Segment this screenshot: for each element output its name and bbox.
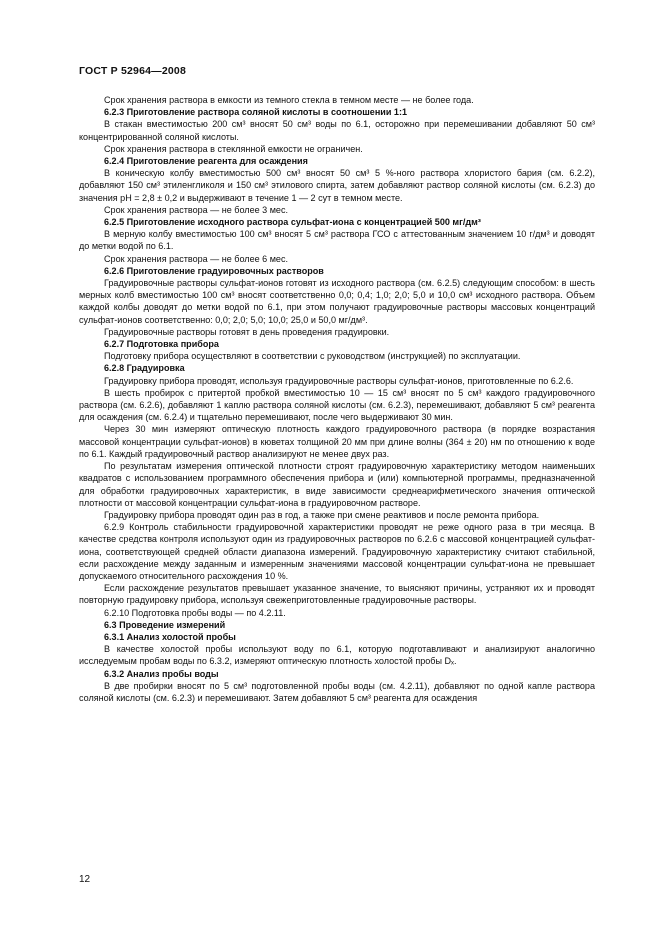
paragraph: Градуировку прибора проводят один раз в год, а также при смене реактивов и после ремонта прибора. — [104, 509, 540, 520]
section-heading: 6.2.4 Приготовление реагента для осаждения — [104, 156, 308, 167]
paragraph: 6.2.9 Контроль стабильности градуировочной характеристики проводят не реже одного раза в три месяца. В качестве средства контроля используют один из градуировочных растворов по 6.2.6 с массовой концентрацией сульфат-иона, соответствующей средней области диапазона измерений. Градуировочную характеристику считают стабильной, если расхождение между заданным и измеренным значениями массовой концентрации сульфат-иона не превышает допускаемого относительного расхождения 10 %. — [79, 522, 595, 581]
paragraph: В стакан вместимостью 200 см³ вносят 50 см³ воды по 6.1, осторожно при перемешивании добавляют 50 см³ концентрированной соляной кислоты. — [79, 119, 595, 142]
paragraph: В шесть пробирок с притертой пробкой вместимостью 10 — 15 см³ вносят по 5 см³ каждого градуировочного раствора (см. 6.2.6), добавляют 1 каплю раствора соляной кислоты (см. 6.2.3), перемешивают, добавляют 5 см³ реагента для осаждения (см. 6.2.4) и тщательно перемешивают, после чего выдерживают 30 мин. — [79, 387, 595, 423]
paragraph: 6.2.10 Подготовка пробы воды — по 4.2.11. — [104, 607, 286, 618]
paragraph: В коническую колбу вместимостью 500 см³ вносят 50 см³ 5 %-ного раствора хлористого бария (см. 6.2.2), добавляют 150 см³ этиленгликоля и 150 см³ этилового спирта, затем добавляют раствор соляной кислоты (см. 6.2.3) до значения рН = 2,8 ± 0,2 и выдерживают в течение 1 — 2 сут в темном месте. — [79, 168, 595, 203]
paragraph: Срок хранения раствора в емкости из темного стекла в темном месте — не более года. — [104, 95, 474, 105]
paragraph: Если расхождение результатов превышает указанное значение, то выясняют причины, устраняют их и проводят повторную градуировку прибора, используя свежеприготовленные градуировочные растворы. — [79, 583, 595, 606]
document-header: ГОСТ Р 52964—2008 — [79, 65, 187, 77]
paragraph: В качестве холостой пробы используют воду по 6.1, которую подготавливают и анализируют аналогично исследуемым пробам воды по 6.3.2, измеряют оптическую плотность холостой пробы Dₓ. — [79, 644, 595, 667]
paragraph: Подготовку прибора осуществляют в соответствии с руководством (инструкцией) по эксплуатации. — [104, 351, 521, 362]
paragraph: Градуировочные растворы готовят в день проведения градуировки. — [104, 326, 390, 337]
paragraph: Градуировочные растворы сульфат-ионов готовят из исходного раствора (см. 6.2.5) следующим способом: в шесть мерных колб вместимостью 100 см³ вносят соответственно 0,0; 0,4; 1,0; 2,0; 5,0 и 10,0 см³ исходного раствора. Объем каждой колбы доводят до метки водой по 6.1, при этом получают градуировочные растворы массовых концентраций сульфат-ионов соответственно: 0,0; 2,0; 5,0; 10,0; 25,0 и 50,0 мг/дм³. — [79, 278, 595, 325]
paragraph: В мерную колбу вместимостью 100 см³ вносят 5 см³ раствора ГСО с аттестованным значением 10 г/дм³ и доводят до метки водой по 6.1. — [79, 229, 595, 252]
paragraph: Градуировку прибора проводят, используя градуировочные растворы сульфат-ионов, приготовленные по 6.2.6. — [104, 375, 574, 386]
page-number: 12 — [79, 874, 91, 885]
paragraph: Срок хранения раствора — не более 6 мес. — [104, 253, 288, 264]
paragraph: Через 30 мин измеряют оптическую плотность каждого градуировочного раствора (в порядке возрастания массовой концентрации сульфат-ионов) в кюветах толщиной 20 мм при длине волны (364 ± 20) нм по отношению к воде по 6.1. Каждый градуировочный раствор анализируют не менее двух раз. — [79, 424, 595, 459]
section-heading: 6.2.3 Приготовление раствора соляной кислоты в соотношении 1:1 — [104, 107, 407, 118]
section-heading: 6.2.5 Приготовление исходного раствора сульфат-иона с концентрацией 500 мг/дм³ — [104, 217, 481, 228]
section-heading: 6.3.1 Анализ холостой пробы — [104, 631, 236, 642]
section-heading: 6.3 Проведение измерений — [104, 619, 226, 630]
section-heading: 6.2.8 Градуировка — [104, 363, 185, 374]
paragraph: Срок хранения раствора — не более 3 мес. — [104, 204, 288, 215]
section-heading: 6.2.6 Приготовление градуировочных растворов — [104, 265, 324, 276]
paragraph: По результатам измерения оптической плотности строят градуировочную характеристику методом наименьших квадратов с использованием программного обеспечения прибора и (или) компьютерной программы, предназначенной для обработки градуировочных характеристик, в виде зависимости среднеарифметического значения оптической плотности от массовой концентрации сульфат-иона в градуировочном растворе. — [79, 461, 595, 508]
section-heading: 6.2.7 Подготовка прибора — [104, 339, 219, 350]
section-heading: 6.3.2 Анализ пробы воды — [104, 668, 219, 679]
document-body — [79, 94, 595, 704]
paragraph: Срок хранения раствора в стеклянной емкости не ограничен. — [104, 143, 363, 154]
paragraph: В две пробирки вносят по 5 см³ подготовленной пробы воды (см. 4.2.11), добавляют по одной капле раствора соляной кислоты (см. 6.2.3) и перемешивают. Затем добавляют 5 см³ реагента для осаждения — [79, 680, 595, 703]
